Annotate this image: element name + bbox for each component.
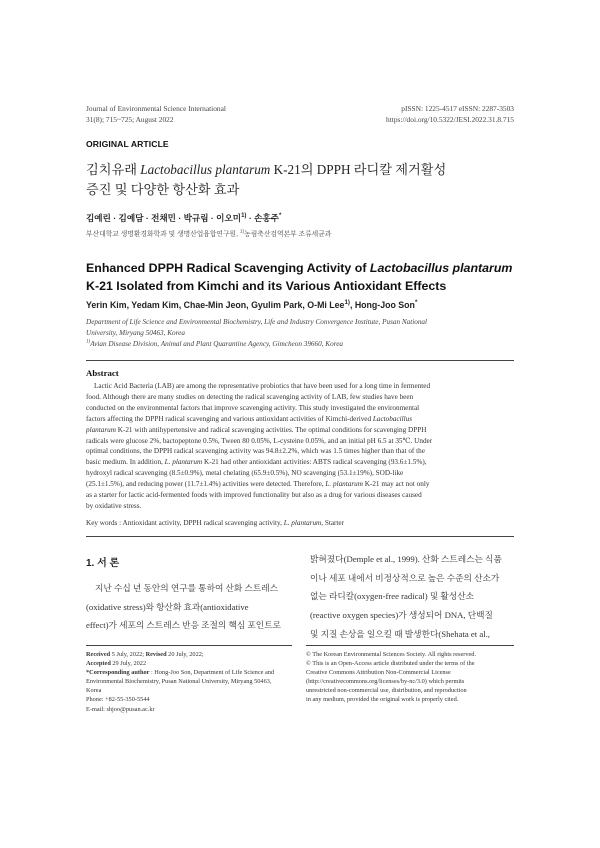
abstract-line bbox=[86, 425, 514, 436]
abstract-line: as a starter for lactic acid-fermented foods with improved functionality but also as a drug for various diseases caused bbox=[86, 491, 422, 500]
affiliation-mark: 1) bbox=[344, 299, 350, 307]
email-address[interactable]: E-mail: shjoo@pusan.ac.kr bbox=[86, 705, 155, 713]
abstract-text: basic medium. In addition, bbox=[86, 458, 165, 467]
body-line: (oxidative stress)와 항산화 효과(antioxidative bbox=[86, 601, 249, 612]
footnote-left bbox=[86, 650, 292, 714]
affiliation-mark: 1) bbox=[86, 339, 91, 345]
abstract-species: Lactobacillus bbox=[372, 414, 413, 423]
abstract-text: K-21 with antihypertensive and radical scavenging activities. The optimal conditions for scavenging DPPH bbox=[115, 425, 427, 434]
corresponding-country: Korea bbox=[86, 687, 102, 695]
abstract-body bbox=[86, 381, 514, 512]
journal-header-right bbox=[386, 103, 514, 125]
abstract-line bbox=[86, 457, 514, 468]
keywords-species: L. plantarum bbox=[283, 519, 322, 527]
english-affiliation bbox=[86, 317, 526, 350]
affiliation-1-line1: Department of Life Science and Environmental Biochemistry, Life and Industry Convergence Institute, Pusan National bbox=[86, 318, 428, 326]
korean-title bbox=[86, 160, 526, 200]
revised-date: 20 July, 2022; bbox=[166, 651, 204, 658]
abstract-bottom-divider bbox=[86, 536, 514, 537]
affiliation-2: Avian Disease Division, Animal and Plant Quarantine Agency, Gimcheon 39660, Korea bbox=[90, 340, 343, 348]
corresponding-author bbox=[86, 668, 292, 677]
corresponding-address: Environmental Biochemistry, Pusan National University, Miryang 50463, bbox=[86, 678, 272, 686]
footnote-right bbox=[306, 650, 514, 705]
abstract-text: K-21 had other antioxidant activities: ABTS radical scavenging (93.6±1.5%), bbox=[202, 458, 427, 467]
english-title-line2: K-21 Isolated from Kimchi and its Various Antioxidant Effects bbox=[86, 279, 447, 293]
abstract-top-divider bbox=[86, 360, 514, 361]
korean-title-line2: 증진 및 다양한 항산화 효과 bbox=[86, 182, 240, 197]
license-line: Creative Commons Attribution Non-Commercial License bbox=[306, 669, 451, 677]
english-title-part: Enhanced DPPH Radical Scavenging Activity of bbox=[86, 261, 370, 275]
abstract-line bbox=[86, 414, 514, 425]
english-author-last: , Hong-Joo Son bbox=[349, 300, 415, 310]
abstract-line: conducted on the environmental factors that improve scavenging activity. This study investigated the environmental bbox=[86, 403, 420, 412]
article-type-label: ORIGINAL ARTICLE bbox=[86, 139, 169, 149]
volume-pages: 31(8); 715~725; August 2022 bbox=[86, 115, 174, 124]
license-line: unrestricted non-commercial use, distribution, and reproduction bbox=[306, 687, 467, 695]
accepted-date: 29 July, 2022 bbox=[110, 660, 147, 668]
body-line: 없는 라디칼(oxygen-free radical) 및 활성산소 bbox=[310, 591, 474, 602]
keywords-text: , Starter bbox=[321, 519, 345, 527]
journal-header-left bbox=[86, 103, 226, 125]
korean-title-species: Lactobacillus plantarum bbox=[140, 162, 271, 177]
korean-authors bbox=[86, 212, 281, 224]
corresponding-label: *Corresponding author bbox=[86, 669, 150, 677]
korean-affiliation-1: 부산대학교 생명환경화학과 및 생명산업융합연구원, bbox=[86, 231, 240, 238]
footnote-divider-right bbox=[306, 645, 514, 646]
abstract-line: by oxidative stress. bbox=[86, 501, 142, 510]
license-line: © This is an Open-Access article distributed under the terms of the bbox=[306, 660, 475, 668]
keywords-text: Antioxidant activity, DPPH radical scavenging activity, bbox=[122, 519, 284, 527]
keywords-label: Key words : bbox=[86, 519, 123, 527]
body-column-right bbox=[310, 550, 516, 644]
revised-label: Revised bbox=[145, 651, 167, 658]
journal-name: Journal of Environmental Science International bbox=[86, 104, 226, 113]
body-line: 지난 수십 년 동안의 연구를 통하여 산화 스트레스 bbox=[95, 583, 279, 593]
body-line: 밝혀졌다(Demple et al., 1999). 산화 스트레스는 식품 bbox=[310, 554, 502, 564]
korean-title-part: 김치유래 bbox=[86, 162, 141, 177]
footnote-divider-left bbox=[86, 645, 292, 646]
abstract-line: food. Although there are many studies on detecting the radical scavenging activity of LAB, few studies have been bbox=[86, 392, 414, 401]
abstract-line: optimal conditions, the DPPH radical scavenging activity was 94.8±2.2%, which was 1.5 times higher than that of the bbox=[86, 447, 425, 456]
english-title bbox=[86, 259, 526, 295]
abstract-species: L. plantarum bbox=[325, 480, 363, 489]
corresponding-mark: * bbox=[414, 299, 418, 307]
license-line: in any medium, provided the original work is properly cited. bbox=[306, 696, 459, 704]
body-line: (reactive oxygen species)가 생성되어 DNA, 단백질 bbox=[310, 610, 493, 621]
license-link[interactable]: (http://creativecommons.org/licenses/by-nc/3.0) which permits bbox=[306, 678, 465, 686]
korean-author-list: 김예린 · 김예담 · 전채민 · 박규림 · 이오미 bbox=[86, 213, 242, 223]
abstract-line: radicals were glucose 2%, bactopeptone 0.5%, Tween 80 0.05%, L-cysteine 0.05%, and an initial pH 6.5 at 35℃. Under bbox=[86, 436, 433, 445]
body-column-left bbox=[86, 579, 298, 635]
copyright-notice: © The Korean Environmental Sciences Society. All rights reserved. bbox=[306, 651, 477, 658]
phone-number: Phone: +82-55-350-5544 bbox=[86, 696, 150, 704]
abstract-text: K-21 may act not only bbox=[362, 480, 430, 489]
body-line: 및 지질 손상을 일으킬 때 발생한다(Shehata et al., bbox=[310, 628, 490, 639]
body-line: 이나 세포 내에서 비정상적으로 높은 수준의 산소가 bbox=[310, 572, 500, 583]
issn: pISSN: 1225-4517 eISSN: 2287-3503 bbox=[401, 104, 514, 113]
abstract-text: (25.1±1.5%), and reducing power (11.7±1.4%) activities were detected. Therefore, bbox=[86, 480, 326, 489]
affiliation-mark: 1) bbox=[239, 229, 245, 235]
abstract-line: Lactic Acid Bacteria (LAB) are among the representative probiotics that have been used for a long time in fermented bbox=[94, 382, 431, 390]
korean-author-last: · 손홍주 bbox=[246, 213, 279, 223]
body-line: effect)가 세포의 스트레스 반응 조절의 핵심 포인트로 bbox=[86, 620, 281, 631]
abstract-line: hydroxyl radical scavenging (8.5±0.9%), metal chelating (65.9±0.5%), NO scavenging (53.1±19%), SOD-like bbox=[86, 469, 404, 478]
received-dates bbox=[86, 650, 292, 659]
english-title-species: Lactobacillus plantarum bbox=[369, 261, 513, 275]
korean-affiliation-2: 농림축산검역본부 조류세균과 bbox=[244, 231, 332, 238]
received-date: 5 July, 2022; bbox=[110, 651, 146, 658]
corresponding-mark: * bbox=[278, 213, 282, 220]
affiliation-mark: 1) bbox=[241, 213, 247, 220]
english-authors bbox=[86, 300, 417, 310]
accepted-date-line bbox=[86, 659, 292, 668]
affiliation-1-line2: University, Miryang 50463, Korea bbox=[86, 329, 185, 337]
corresponding-text: : Hong-Joo Son, Department of Life Science and bbox=[149, 669, 275, 677]
abstract-line bbox=[86, 479, 514, 490]
english-author-list: Yerin Kim, Yedam Kim, Chae-Min Jeon, Gyulim Park, O-Mi Lee bbox=[86, 300, 345, 310]
doi-link[interactable]: https://doi.org/10.5322/JESI.2022.31.8.715 bbox=[386, 115, 514, 124]
abstract-text: factors affecting the DPPH radical scavenging and various antioxidant activities of Kimchi-derived bbox=[86, 414, 373, 423]
abstract-species: plantarum bbox=[86, 425, 116, 434]
abstract-heading: Abstract bbox=[86, 368, 119, 378]
korean-affiliation bbox=[86, 228, 331, 238]
accepted-label: Accepted bbox=[86, 660, 111, 668]
abstract-species: L. plantarum bbox=[164, 458, 203, 467]
received-label: Received bbox=[86, 651, 111, 658]
keywords bbox=[86, 519, 514, 527]
korean-title-part: K-21의 DPPH 라디칼 제거활성 bbox=[270, 162, 447, 177]
introduction-heading: 1. 서 론 bbox=[86, 558, 120, 569]
